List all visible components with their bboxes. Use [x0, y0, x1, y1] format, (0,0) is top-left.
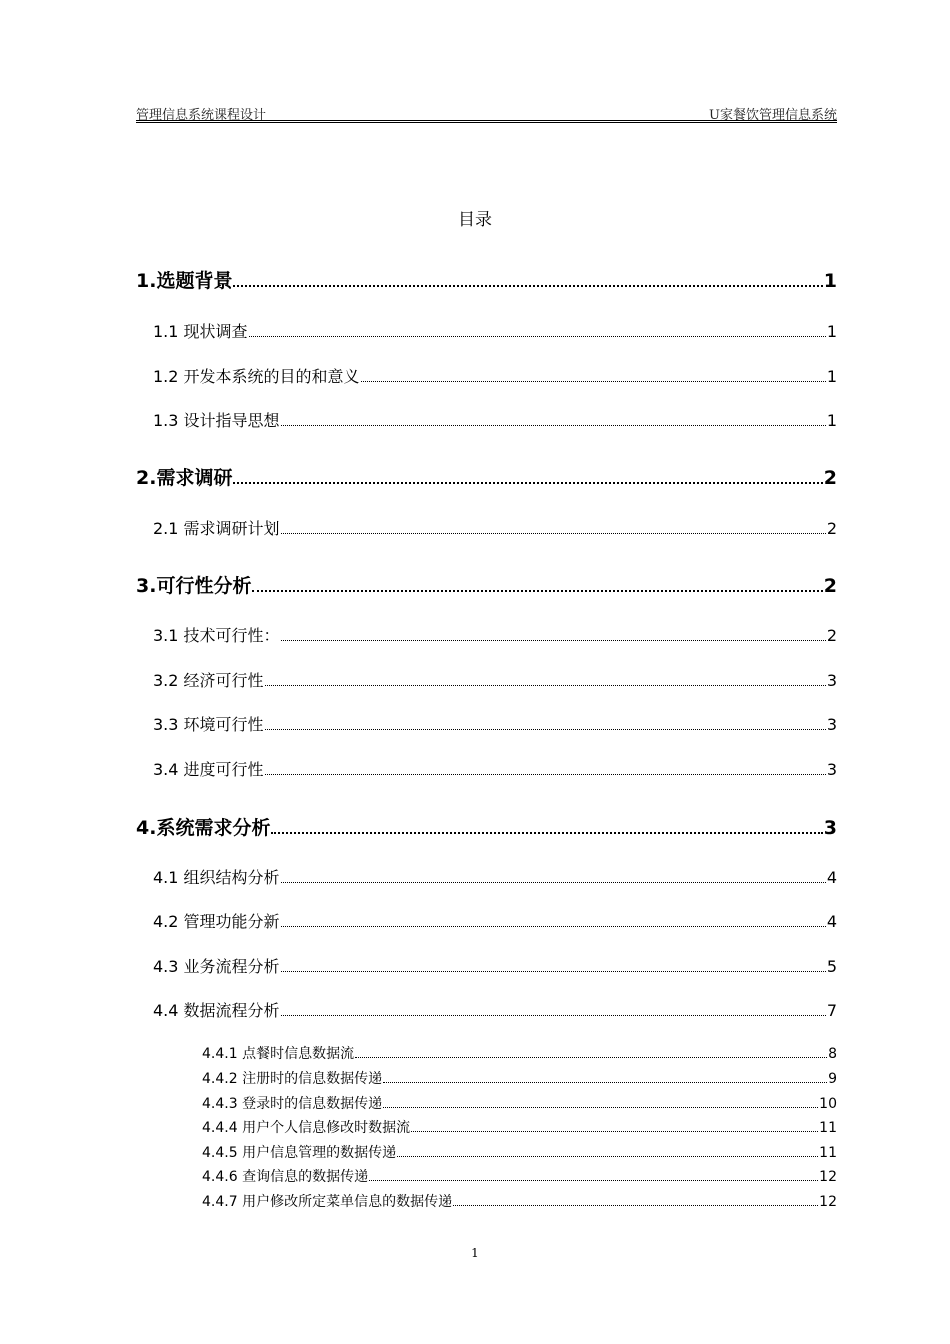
toc-entry-label: 1.3 设计指导思想 — [153, 411, 280, 430]
dot-leader — [265, 762, 826, 775]
toc-entry-label: 4.4.4 用户个人信息修改时数据流 — [202, 1120, 411, 1136]
toc-entry-page: 4 — [826, 868, 837, 887]
dot-leader — [411, 1121, 818, 1132]
toc-entry-page: 1 — [823, 270, 837, 292]
dot-leader — [281, 413, 826, 426]
header-left-text: 管理信息系统课程设计 — [136, 108, 267, 123]
toc-entry-label: 4.2 管理功能分新 — [153, 912, 280, 931]
dot-leader — [281, 870, 826, 883]
dot-leader — [281, 959, 826, 972]
dot-leader — [281, 914, 826, 927]
toc-entry-page: 3 — [823, 817, 837, 839]
toc-entry-page: 2 — [826, 626, 837, 645]
dot-leader — [361, 369, 826, 382]
dot-leader — [397, 1146, 818, 1157]
toc-entry-page: 3 — [826, 760, 837, 779]
toc-entry-2-1[interactable] — [153, 516, 837, 539]
toc-entry-page: 1 — [826, 367, 837, 386]
toc-entry-3-3[interactable] — [153, 712, 837, 735]
toc-entry-page: 8 — [828, 1046, 837, 1062]
toc-entry-label: 4.4.6 查询信息的数据传递 — [202, 1169, 369, 1185]
toc-entry-label: 4.4.1 点餐时信息数据流 — [202, 1046, 355, 1062]
header-rule — [136, 120, 837, 123]
dot-leader — [453, 1195, 818, 1206]
toc-entry-4-4-2[interactable] — [202, 1068, 837, 1088]
toc-entry-4-4[interactable] — [153, 998, 837, 1021]
dot-leader — [369, 1170, 818, 1181]
toc-entry-label: 4.4 数据流程分析 — [153, 1001, 280, 1020]
toc-entry-label: 3.可行性分析 — [136, 575, 252, 597]
toc-entry-label: 4.1 组织结构分析 — [153, 868, 280, 887]
toc-entry-label: 3.3 环境可行性 — [153, 715, 264, 734]
dot-leader — [383, 1097, 818, 1108]
toc-entry-1-1[interactable] — [153, 319, 837, 342]
toc-entry-page: 3 — [826, 715, 837, 734]
toc-entry-page: 2 — [823, 467, 837, 489]
toc-entry-1[interactable] — [136, 266, 837, 293]
toc-entry-page: 11 — [819, 1145, 837, 1161]
toc-entry-page: 11 — [819, 1120, 837, 1136]
toc-entry-label: 4.4.5 用户信息管理的数据传递 — [202, 1145, 397, 1161]
toc-entry-label: 4.系统需求分析 — [136, 817, 271, 839]
dot-leader — [355, 1047, 827, 1058]
dot-leader — [265, 717, 826, 730]
toc-title: 目录 — [458, 210, 492, 230]
toc-entry-3[interactable] — [136, 571, 837, 598]
toc-entry-page: 12 — [819, 1194, 837, 1210]
dot-leader — [249, 324, 826, 337]
header-right-text: U家餐饮管理信息系统 — [709, 108, 837, 123]
toc-entry-3-1[interactable] — [153, 623, 837, 646]
toc-entry-1-2[interactable] — [153, 364, 837, 387]
toc-entry-4-2[interactable] — [153, 909, 837, 932]
toc-entry-page: 2 — [826, 519, 837, 538]
toc-entry-label: 4.3 业务流程分析 — [153, 957, 280, 976]
toc-entry-4-4-5[interactable] — [202, 1142, 837, 1162]
toc-entry-label: 1.选题背景 — [136, 270, 233, 292]
dot-leader — [281, 628, 826, 641]
toc-entry-label: 4.4.3 登录时的信息数据传递 — [202, 1096, 383, 1112]
dot-leader — [233, 271, 822, 287]
toc-entry-4-3[interactable] — [153, 954, 837, 977]
toc-entry-2[interactable] — [136, 463, 837, 490]
toc-entry-4-1[interactable] — [153, 865, 837, 888]
toc-entry-4-4-1[interactable] — [202, 1043, 837, 1063]
dot-leader — [383, 1072, 827, 1083]
toc-entry-label: 4.4.7 用户修改所定菜单信息的数据传递 — [202, 1194, 453, 1210]
toc-entry-4-4-3[interactable] — [202, 1093, 837, 1113]
toc-entry-page: 5 — [826, 957, 837, 976]
toc-entry-4[interactable] — [136, 813, 837, 840]
dot-leader — [281, 521, 826, 534]
dot-leader — [265, 673, 826, 686]
dot-leader — [281, 1003, 826, 1016]
toc-entry-label: 2.1 需求调研计划 — [153, 519, 280, 538]
toc-entry-page: 3 — [826, 671, 837, 690]
toc-entry-label: 3.4 进度可行性 — [153, 760, 264, 779]
toc-entry-3-4[interactable] — [153, 757, 837, 780]
dot-leader — [252, 576, 822, 592]
toc-entry-page: 1 — [826, 411, 837, 430]
toc-entry-3-2[interactable] — [153, 668, 837, 691]
dot-leader — [233, 468, 822, 484]
toc-entry-1-3[interactable] — [153, 408, 837, 431]
toc-entry-4-4-4[interactable] — [202, 1117, 837, 1137]
toc-entry-4-4-7[interactable] — [202, 1191, 837, 1211]
dot-leader — [271, 818, 822, 834]
toc-entry-page: 2 — [823, 575, 837, 597]
toc-entry-page: 7 — [826, 1001, 837, 1020]
page-number: 1 — [471, 1246, 479, 1260]
toc-entry-page: 1 — [826, 322, 837, 341]
toc-entry-page: 10 — [819, 1096, 837, 1112]
toc-entry-label: 2.需求调研 — [136, 467, 233, 489]
toc-entry-page: 12 — [819, 1169, 837, 1185]
toc-entry-label: 1.2 开发本系统的目的和意义 — [153, 367, 360, 386]
toc-entry-page: 9 — [828, 1071, 837, 1087]
toc-entry-label: 4.4.2 注册时的信息数据传递 — [202, 1071, 383, 1087]
toc-entry-label: 3.2 经济可行性 — [153, 671, 264, 690]
toc-entry-label: 1.1 现状调查 — [153, 322, 248, 341]
toc-entry-page: 4 — [826, 912, 837, 931]
toc-entry-4-4-6[interactable] — [202, 1166, 837, 1186]
toc-entry-label: 3.1 技术可行性： — [153, 626, 280, 645]
